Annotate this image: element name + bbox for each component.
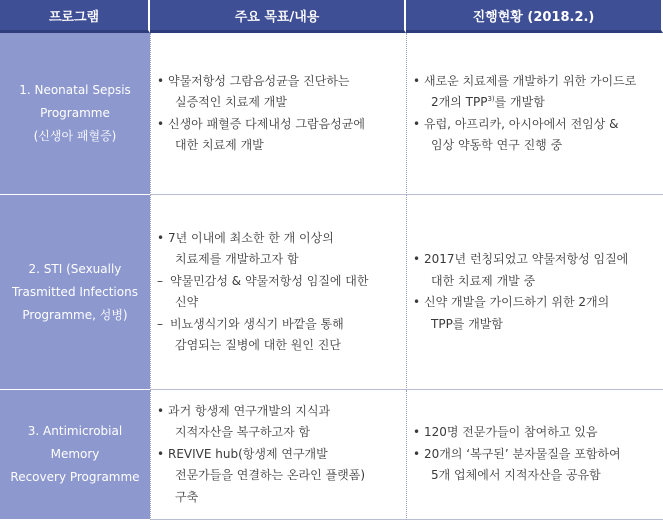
list-item-text: 20개의 ‘복구된’ 분자물질을 포함하여 <box>424 446 621 461</box>
list-item <box>413 71 657 93</box>
goal-cell-1 <box>150 33 406 195</box>
program-line: Trasmitted Infections <box>12 284 138 299</box>
list-item-text: 약물민감성 & 약물저항성 임질에 대한 <box>170 273 369 288</box>
list-item-text: 치료제를 개발하고자 함 <box>175 252 299 266</box>
list-item <box>157 422 400 444</box>
list-item <box>157 249 400 271</box>
list-item <box>413 249 657 271</box>
list-item <box>157 271 400 293</box>
footnote-marker: 3) <box>487 95 495 103</box>
status-cell-1 <box>406 33 663 195</box>
list-item <box>157 135 400 157</box>
list-item <box>157 401 400 423</box>
list-item <box>413 292 657 314</box>
list-item <box>413 465 657 487</box>
program-cell-1 <box>0 33 150 195</box>
list-item <box>157 71 400 93</box>
list-item-text: 실증적인 치료제 개발 <box>175 95 287 109</box>
list-item <box>413 422 657 444</box>
list-item-text: 지적자산을 복구하고자 함 <box>175 425 311 440</box>
list-item-text: 신약 개발을 가이드하기 위한 2개의 <box>424 295 610 309</box>
list-item-text: 대한 치료제 개발 중 <box>431 273 536 288</box>
status-cell-2 <box>406 195 663 390</box>
header-program: 프로그램 <box>0 0 150 33</box>
list-item-text: 5개 업체에서 지적자산을 공유함 <box>431 468 601 483</box>
list-item-text: 신생아 패혈증 다제내성 그람음성균에 <box>168 116 365 131</box>
program-line: Programme <box>40 106 110 120</box>
list-item <box>157 487 400 509</box>
list-item <box>157 228 400 250</box>
list-item <box>157 335 400 357</box>
list-item-text: 2017년 런칭되었고 약물저항성 임질에 <box>424 252 629 266</box>
list-item <box>413 271 657 293</box>
list-item-text: TPP를 개발함 <box>431 316 503 331</box>
list-item-text: 감염되는 질병에 대한 원인 진단 <box>175 338 341 352</box>
list-item <box>157 92 400 114</box>
program-line: 1. Neonatal Sepsis <box>19 83 131 97</box>
list-item-text: 비뇨생식기와 생식기 바깥을 통해 <box>170 316 344 331</box>
list-item <box>413 314 657 336</box>
program-line: 2. STI (Sexually <box>28 261 122 276</box>
goal-cell-2 <box>150 195 406 390</box>
program-cell-3 <box>0 390 150 520</box>
program-line: 3. Antimicrobial Memory <box>27 424 123 461</box>
list-item-text: 전문가들을 연결하는 온라인 플랫폼) <box>175 468 366 483</box>
list-item-text: 7년 이내에 최소한 한 개 이상의 <box>168 230 334 245</box>
list-item-text: 임상 약동학 연구 진행 중 <box>431 138 563 152</box>
list-item-text: 새로운 치료제를 개발하기 위한 가이드로 <box>424 73 637 88</box>
status-cell-3 <box>406 390 663 520</box>
list-item <box>157 465 400 487</box>
header-status: 진행현황 (2018.2.) <box>406 0 663 33</box>
list-item <box>413 135 657 157</box>
list-item-text: 유럽, 아프리카, 아시아에서 전임상 & <box>424 116 619 131</box>
list-item-text: 구축 <box>175 489 199 504</box>
list-item-text: 대한 치료제 개발 <box>175 138 264 152</box>
list-item-text: 120명 전문가들이 참여하고 있음 <box>424 425 598 440</box>
list-item-text: 과거 항생제 연구개발의 지식과 <box>168 403 331 418</box>
list-item <box>413 114 657 136</box>
list-item <box>157 114 400 136</box>
program-line: (신생아 패혈증) <box>33 129 117 143</box>
list-item-text: 2개의 TPP <box>431 95 488 109</box>
list-item-text-after: 를 개발함 <box>494 95 545 109</box>
list-item-text: 신약 <box>175 295 199 309</box>
header-goal: 주요 목표/내용 <box>150 0 406 33</box>
list-item <box>157 314 400 336</box>
list-item <box>413 444 657 466</box>
list-item <box>157 444 400 466</box>
goal-cell-3 <box>150 390 406 520</box>
list-item <box>413 92 657 114</box>
list-item-text: 약물저항성 그람음성균을 진단하는 <box>168 73 350 88</box>
program-cell-2 <box>0 195 150 390</box>
list-item <box>157 292 400 314</box>
program-line: Recovery Programme <box>10 470 140 484</box>
program-line: Programme, 성병) <box>22 307 128 322</box>
list-item-text: REVIVE hub(항생제 연구개발 <box>168 446 328 461</box>
